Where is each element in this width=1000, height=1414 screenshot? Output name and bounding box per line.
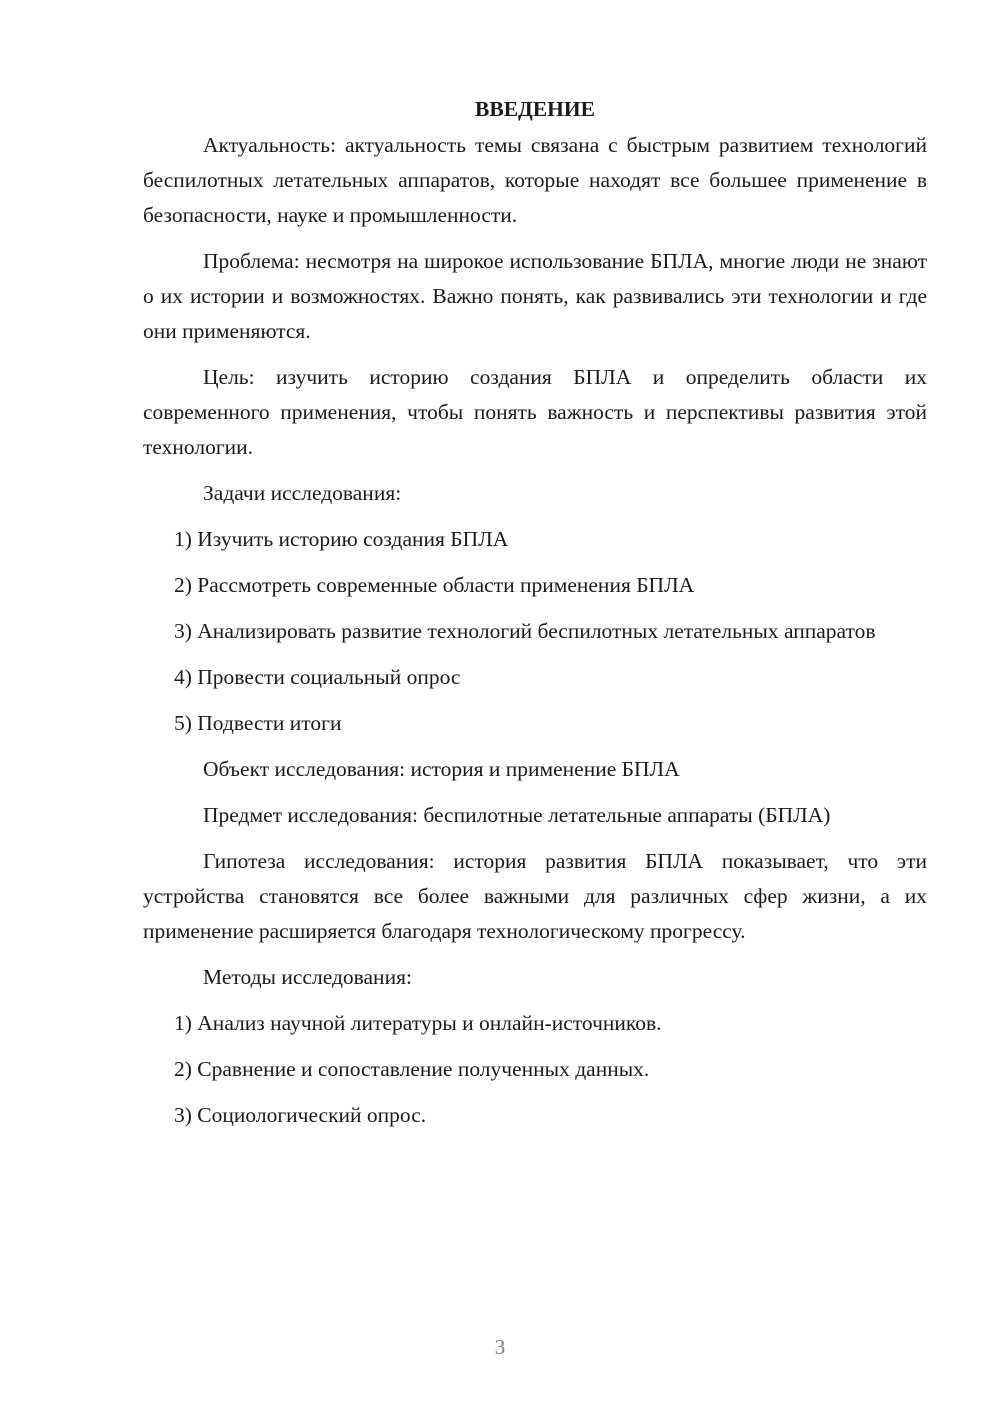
hypothesis-paragraph: Гипотеза исследования: история развития БПЛА показывает, что эти устройства становятся все более важными для различных сфер жизни, а их применение расширяется благодаря технологическому прогрессу. bbox=[143, 849, 927, 943]
document-page bbox=[143, 92, 927, 1144]
methods-heading: Методы исследования: bbox=[203, 965, 412, 989]
task-item: 1) Изучить историю создания БПЛА bbox=[174, 527, 509, 551]
object-paragraph: Объект исследования: история и применение БПЛА bbox=[203, 757, 680, 781]
relevance-paragraph: Актуальность: актуальность темы связана с быстрым развитием технологий беспилотных летательных аппаратов, которые находят все большее применение в безопасности, науке и промышленности. bbox=[143, 133, 927, 227]
method-item: 3) Социологический опрос. bbox=[174, 1103, 427, 1127]
task-item: 2) Рассмотреть современные области применения БПЛА bbox=[174, 573, 695, 597]
tasks-heading: Задачи исследования: bbox=[203, 481, 402, 505]
goal-paragraph: Цель: изучить историю создания БПЛА и определить области их современного применения, чтобы понять важность и перспективы развития этой технологии. bbox=[143, 365, 927, 459]
page-number: 3 bbox=[494, 1335, 506, 1359]
task-item: 4) Провести социальный опрос bbox=[174, 665, 461, 689]
method-item: 1) Анализ научной литературы и онлайн-источников. bbox=[174, 1011, 662, 1035]
problem-paragraph: Проблема: несмотря на широкое использование БПЛА, многие люди не знают о их истории и возможностях. Важно понять, как развивались эти технологии и где они применяются. bbox=[143, 249, 927, 343]
task-item: 5) Подвести итоги bbox=[174, 711, 342, 735]
subject-paragraph: Предмет исследования: беспилотные летательные аппараты (БПЛА) bbox=[203, 803, 831, 827]
method-item: 2) Сравнение и сопоставление полученных данных. bbox=[174, 1057, 650, 1081]
task-item: 3) Анализировать развитие технологий беспилотных летательных аппаратов bbox=[174, 619, 876, 643]
section-title: ВВЕДЕНИЕ bbox=[475, 97, 595, 121]
